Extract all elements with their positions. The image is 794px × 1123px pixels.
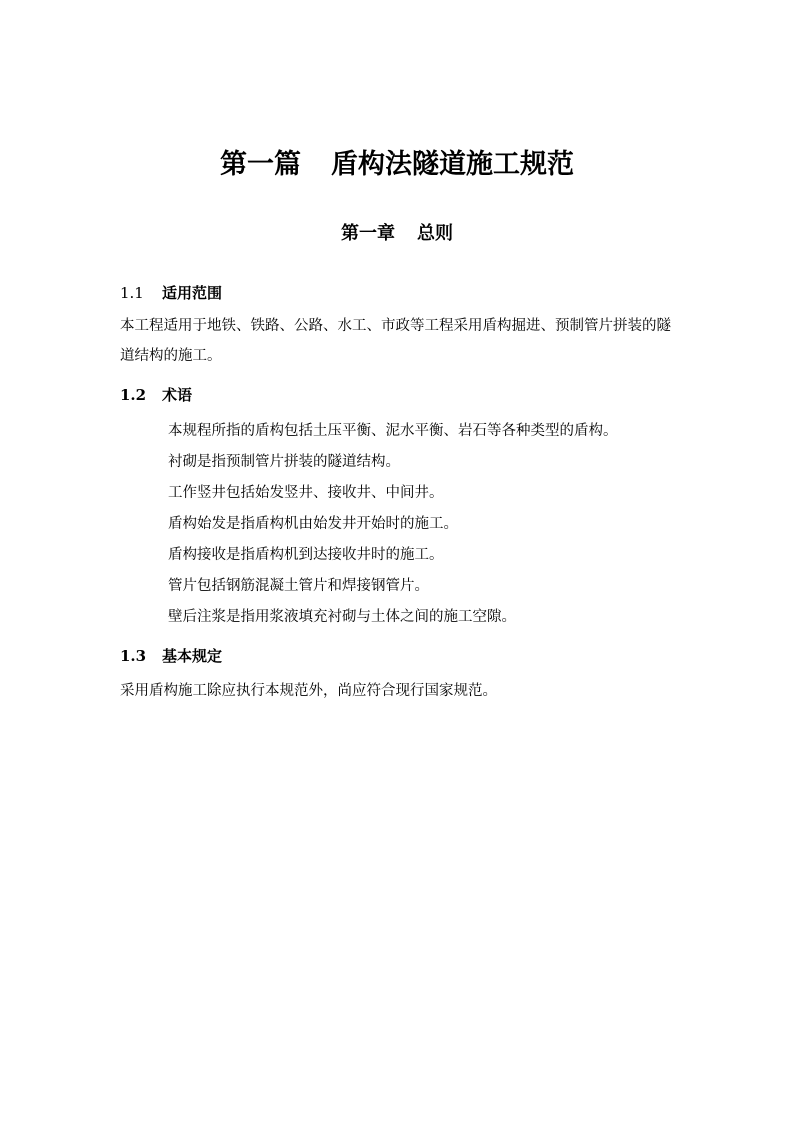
section-heading-1-2: [120, 384, 192, 406]
part-title: [0, 145, 794, 185]
section-number: 1.2: [120, 386, 147, 404]
list-item: 管片包括钢筋混凝土管片和焊接钢管片。: [168, 578, 429, 594]
chapter-label: 第一章: [341, 223, 395, 244]
list-item: 衬砌是指预制管片拼装的隧道结构。: [168, 454, 400, 470]
section-number: 1.1: [120, 284, 144, 302]
section-body-1-3: 采用盾构施工除应执行本规范外，尚应符合现行国家规范。: [120, 683, 497, 699]
list-item: 盾构始发是指盾构机由始发井开始时的施工。: [168, 516, 458, 532]
section-heading-1-1: [120, 282, 222, 304]
terms-list: [168, 416, 688, 633]
section-title: 基本规定: [162, 647, 223, 665]
chapter-title-text: 总则: [417, 223, 453, 244]
list-item: 盾构接收是指盾构机到达接收井时的施工。: [168, 547, 444, 563]
chapter-title: [0, 220, 794, 248]
part-title-text: 盾构法隧道施工规范: [331, 149, 574, 180]
part-label: 第一篇: [220, 149, 301, 180]
section-number: 1.3: [120, 647, 147, 665]
section-title: 适用范围: [162, 284, 223, 302]
section-body-1-1: 本工程适用于地铁、铁路、公路、水工、市政等工程采用盾构掘进、预制管片拼装的隧道结构的施工。: [120, 318, 671, 364]
section-title: 术语: [162, 386, 193, 404]
list-item: 壁后注浆是指用浆液填充衬砌与土体之间的施工空隙。: [168, 609, 516, 625]
list-item: 本规程所指的盾构包括土压平衡、泥水平衡、岩石等各种类型的盾构。: [168, 423, 618, 439]
section-heading-1-3: [120, 645, 222, 667]
list-item: 工作竖井包括始发竖井、接收井、中间井。: [168, 485, 444, 501]
